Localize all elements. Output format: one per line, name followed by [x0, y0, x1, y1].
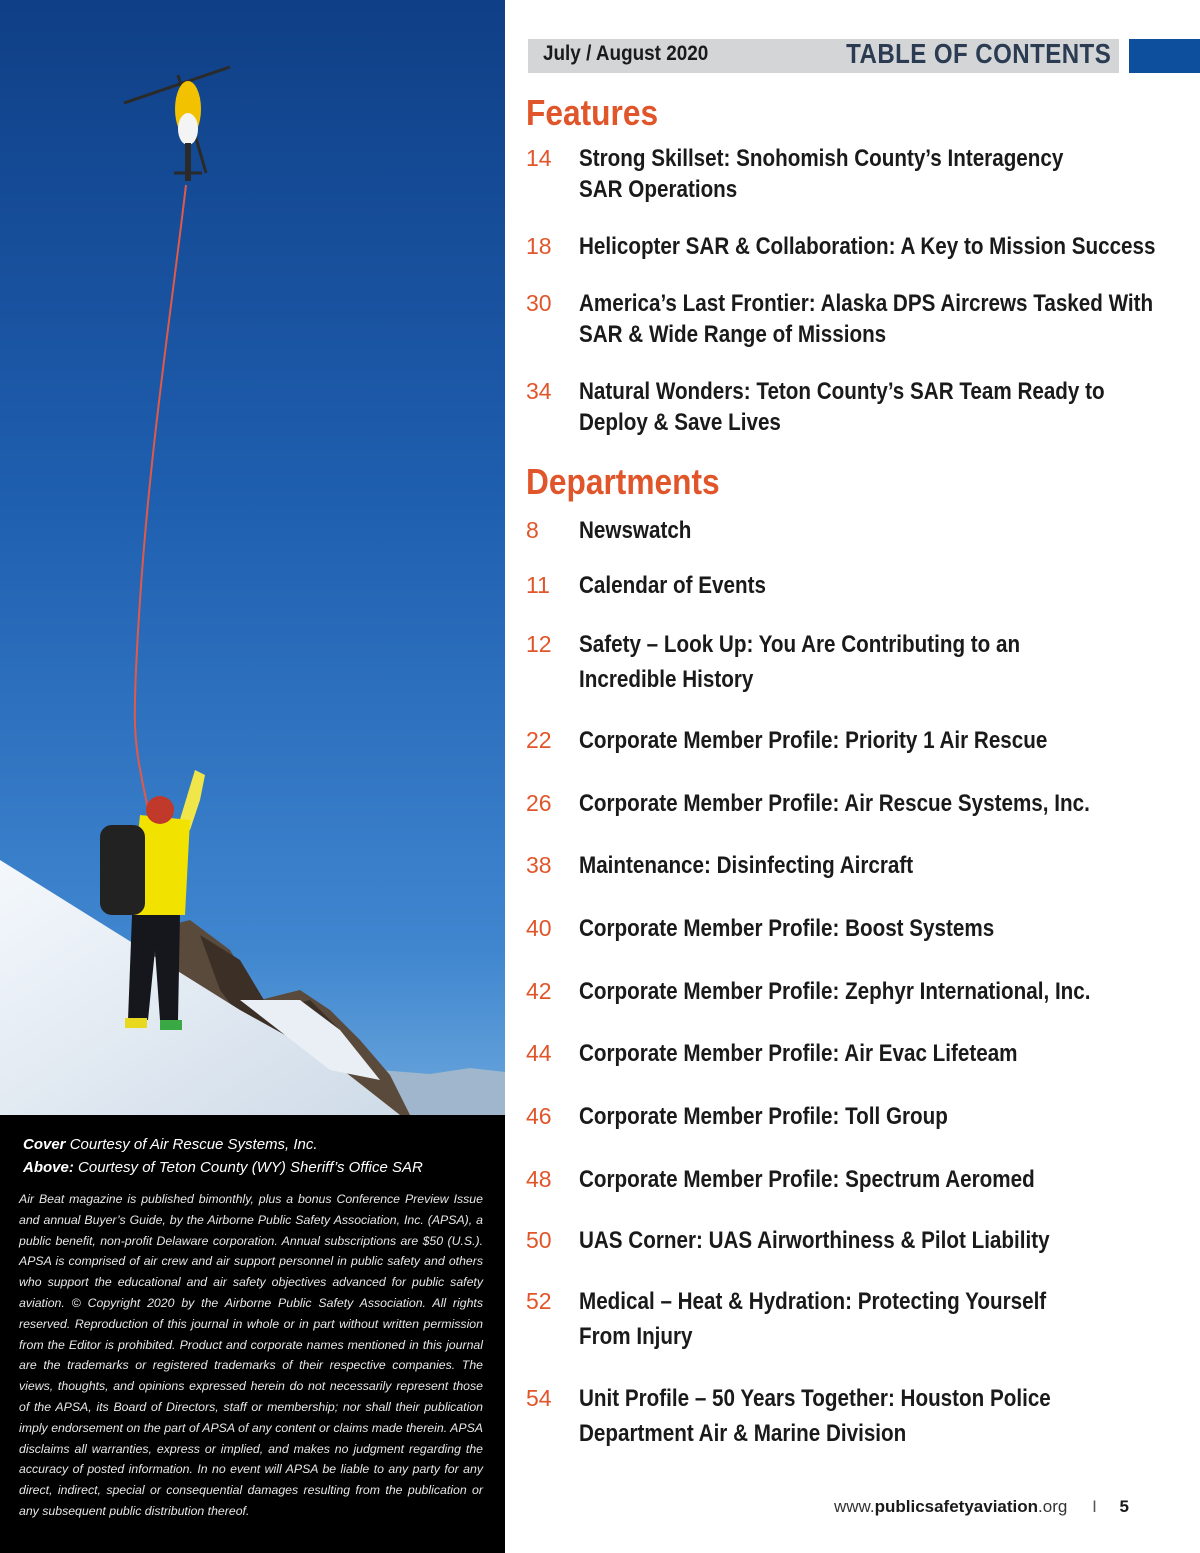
toc-page-number: 42	[526, 978, 552, 1004]
toc-page-number: 8	[526, 517, 539, 543]
toc-entry-title[interactable]	[579, 1101, 948, 1132]
toc-entry-line: UAS Corner: UAS Airworthiness & Pilot Liability	[579, 1227, 1050, 1254]
toc-entry-title[interactable]	[579, 515, 691, 546]
above-caption-label: Above:	[23, 1159, 74, 1176]
toc-page-number: 48	[526, 1166, 552, 1192]
toc-page-number: 18	[526, 233, 552, 259]
toc-entry-line: Corporate Member Profile: Air Rescue Systems, Inc.	[579, 790, 1090, 817]
toc-page-number: 14	[526, 145, 552, 171]
toc-page-number: 38	[526, 852, 552, 878]
toc-entry-title[interactable]	[579, 1164, 1035, 1195]
toc-entry-line: From Injury	[579, 1323, 693, 1350]
toc-entry-title[interactable]	[579, 725, 1047, 756]
toc-page-number: 50	[526, 1227, 552, 1253]
toc-entry-title[interactable]	[579, 1381, 1051, 1451]
toc-entry-line: Corporate Member Profile: Toll Group	[579, 1103, 948, 1130]
toc-entry-line: Newswatch	[579, 517, 692, 544]
toc-entry-line: Medical – Heat & Hydration: Protecting Yourself	[579, 1288, 1047, 1315]
toc-entry-title[interactable]	[579, 976, 1090, 1007]
toc-page-number: 22	[526, 727, 552, 753]
toc-entry-title[interactable]	[579, 143, 1063, 205]
photo-captions	[0, 1115, 505, 1553]
toc-entry-title[interactable]	[579, 376, 1105, 438]
toc-page-number: 34	[526, 378, 552, 404]
toc-page-number: 12	[526, 631, 552, 657]
toc-entry-line: SAR Operations	[579, 176, 738, 203]
website-link[interactable]	[834, 1497, 1067, 1516]
cover-caption	[23, 1136, 318, 1153]
footer-separator: I	[1092, 1497, 1097, 1516]
toc-entry-line: Maintenance: Disinfecting Aircraft	[579, 852, 914, 879]
toc-page-number: 26	[526, 790, 552, 816]
toc-entry-title[interactable]	[579, 1038, 1018, 1069]
toc-entry-title[interactable]	[579, 788, 1090, 819]
cover-caption-label: Cover	[23, 1136, 66, 1153]
toc-entry-line: Department Air & Marine Division	[579, 1420, 907, 1447]
website-suffix: .org	[1038, 1497, 1068, 1516]
toc-entry-line: Incredible History	[579, 666, 754, 693]
page-title: TABLE OF CONTENTS	[845, 38, 1111, 69]
toc-entry-line: Deploy & Save Lives	[579, 409, 781, 436]
toc-entry-title[interactable]	[579, 1284, 1046, 1354]
page-footer	[834, 1497, 1129, 1517]
toc-entry-line: Corporate Member Profile: Zephyr International, Inc.	[579, 978, 1091, 1005]
toc-entry-title[interactable]	[579, 1225, 1050, 1256]
cover-caption-text: Courtesy of Air Rescue Systems, Inc.	[69, 1136, 318, 1153]
toc-page-number: 11	[526, 572, 550, 598]
toc-entry-line: Unit Profile – 50 Years Together: Houston Police	[579, 1385, 1051, 1412]
toc-page-number: 46	[526, 1103, 552, 1129]
toc-entry-line: Safety – Look Up: You Are Contributing to an	[579, 631, 1021, 658]
toc-entry-title[interactable]	[579, 231, 1156, 262]
issue-date: July / August 2020	[543, 42, 709, 65]
toc-entry-line: Strong Skillset: Snohomish County’s Interagency	[579, 145, 1064, 172]
publisher-notice: Air Beat magazine is published bimonthly, plus a bonus Conference Preview Issue and annual Buyer’s Guide, by the Airborne Public Safety Association, Inc. (APSA), a public benefit, non-profit Delaware corporation. Annual subscriptions are $50 (U.S.). APSA is comprised of air crew and air support personnel in public safety and others who support the educational and air safety objectives advanced for public safety aviation. © Copyright 2020 by the Airborne Public Safety Association. All rights reserved. Reproduction of this journal in whole or in part without written permission from the Editor is prohibited. Product and corporate names mentioned in this journal are the trademarks or registered trademarks of their respective companies. The views, thoughts, and opinions expressed herein do not necessarily represent those of the APSA, its Board of Directors, staff or membership; nor shall their publication imply endorsement on the part of APSA of any content or claims made therein. APSA disclaims all warranties, express or implied, and makes no judgment regarding the accuracy of posted information. In no event will APSA be liable to any party for any direct, indirect, special or consequential damages resulting from the publication or any subsequent public distribution thereof.	[19, 1192, 483, 1518]
above-caption	[23, 1159, 423, 1176]
header-accent-block	[1129, 39, 1200, 73]
toc-entry-line: Corporate Member Profile: Priority 1 Air Rescue	[579, 727, 1048, 754]
toc-entry-line: Helicopter SAR & Collaboration: A Key to Mission Success	[579, 233, 1156, 260]
toc-page-number: 54	[526, 1385, 552, 1411]
rescue-photo	[0, 0, 505, 1115]
toc-entry-title[interactable]	[579, 288, 1153, 350]
toc-entry-line: Corporate Member Profile: Air Evac Lifeteam	[579, 1040, 1018, 1067]
toc-entry-title[interactable]	[579, 850, 913, 881]
cover-photo-column	[0, 0, 505, 1553]
toc-page-number: 44	[526, 1040, 552, 1066]
departments-heading: Departments	[526, 461, 720, 502]
toc-entry-line: SAR & Wide Range of Missions	[579, 321, 887, 348]
toc-page-number: 30	[526, 290, 552, 316]
website-domain: publicsafetyaviation	[874, 1497, 1039, 1516]
toc-entry-line: Natural Wonders: Teton County’s SAR Team Ready to	[579, 378, 1105, 405]
toc-entry-line: Corporate Member Profile: Boost Systems	[579, 915, 995, 942]
toc-entry-title[interactable]	[579, 627, 1020, 697]
toc-entry-title[interactable]	[579, 570, 766, 601]
toc-entry-title[interactable]	[579, 913, 994, 944]
toc-page-number: 52	[526, 1288, 552, 1314]
website-prefix: www.	[833, 1497, 875, 1516]
toc-entry-line: America’s Last Frontier: Alaska DPS Aircrews Tasked With	[579, 290, 1154, 317]
above-caption-text: Courtesy of Teton County (WY) Sheriff’s Office SAR	[78, 1159, 423, 1176]
toc-entry-line: Corporate Member Profile: Spectrum Aeromed	[579, 1166, 1035, 1193]
toc-page-number: 40	[526, 915, 552, 941]
toc-entry-line: Calendar of Events	[579, 572, 766, 599]
page-number: 5	[1119, 1497, 1129, 1516]
features-heading: Features	[526, 92, 659, 133]
